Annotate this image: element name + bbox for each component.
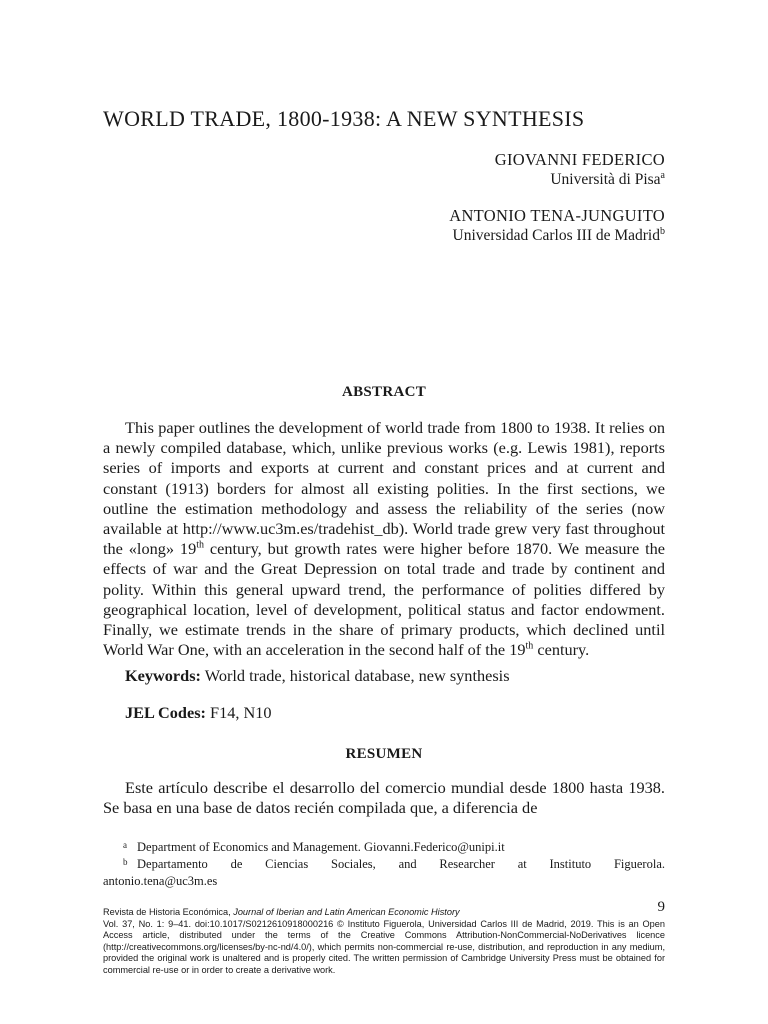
paper-title: WORLD TRADE, 1800-1938: A NEW SYNTHESIS [103, 106, 585, 131]
footnote-b-continued: antonio.tena@uc3m.es [103, 874, 218, 888]
affiliation-marker: a [660, 169, 665, 181]
journal-name: Revista de Historia Económica, Journal of Iberian and Latin American Economic History [103, 907, 460, 917]
keywords [125, 666, 510, 686]
affiliation-marker: b [660, 225, 665, 237]
author-name: GIOVANNI FEDERICO [494, 150, 665, 169]
abstract-text: This paper outlines the development of world trade from 1800 to 1938. It relies on a newly compiled database, which, unlike previous works (e.g. Lewis 1981), reports series of imports and exports at current and constant prices and at current and constant (1913) borders for almost all existing polities. In the first sections, we outline the estimation methodology and assess the reliability of the series (now available at http://www.uc3m.es/tradehist_db). World trade grew very fast throughout the «long» 19th century, but growth rates were higher before 1870. We measure the effects of war and the Great Depression on total trade and trade by continent and polity. Within this general upward trend, the performance of polities differed by geographical location, level of development, political status and factor endowment. Finally, we estimate trends in the share of primary products, which declined until World War One, with an acceleration in the second half of the 19th century. [103, 418, 665, 660]
footnote-b: b Departamento de Ciencias Sociales, and Researcher at Instituto Figuerola. [123, 857, 665, 871]
keywords-label: Keywords: [125, 666, 201, 685]
page-number: 9 [657, 899, 665, 915]
license-notice: Vol. 37, No. 1: 9–41. doi:10.1017/S0212610918000216 © Instituto Figuerola, Universidad Carlos III de Madrid, 2019. This is an Open Access article, distributed under the terms of the Creative Commons Attribution-NonCommercial-NoDerivatives licence (http://creativecommons.org/licenses/by-nc-nd/4.0/), which permits non-commercial re-use, distribution, and reproduction in any medium, provided the original work is unaltered and is properly cited. The written permission of Cambridge University Press must be obtained for commercial re-use or in order to create a derivative work. [103, 918, 665, 975]
footnote-a: a Department of Economics and Management. Giovanni.Federico@unipi.it [123, 840, 505, 854]
journal-footer [103, 899, 665, 977]
keywords-value: World trade, historical database, new synthesis [204, 666, 510, 685]
abstract-heading: ABSTRACT [341, 384, 427, 400]
resumen-text: Este artículo describe el desarrollo del comercio mundial desde 1800 hasta 1938. Se basa en una base de datos recién compilada que, a diferencia de [103, 778, 665, 818]
resumen-heading: RESUMEN [345, 746, 423, 762]
jel-codes [125, 703, 272, 723]
author-name: ANTONIO TENA-JUNGUITO [449, 206, 665, 225]
author-2 [449, 206, 665, 246]
footnotes [103, 839, 665, 890]
jel-label: JEL Codes: [125, 703, 206, 722]
author-affiliation: Università di Pisa$^a$ [550, 169, 665, 188]
author-1 [495, 150, 665, 190]
jel-value: F14, N10 [210, 703, 272, 722]
author-affiliation: Universidad Carlos III de Madrid$^b$ [452, 225, 665, 244]
